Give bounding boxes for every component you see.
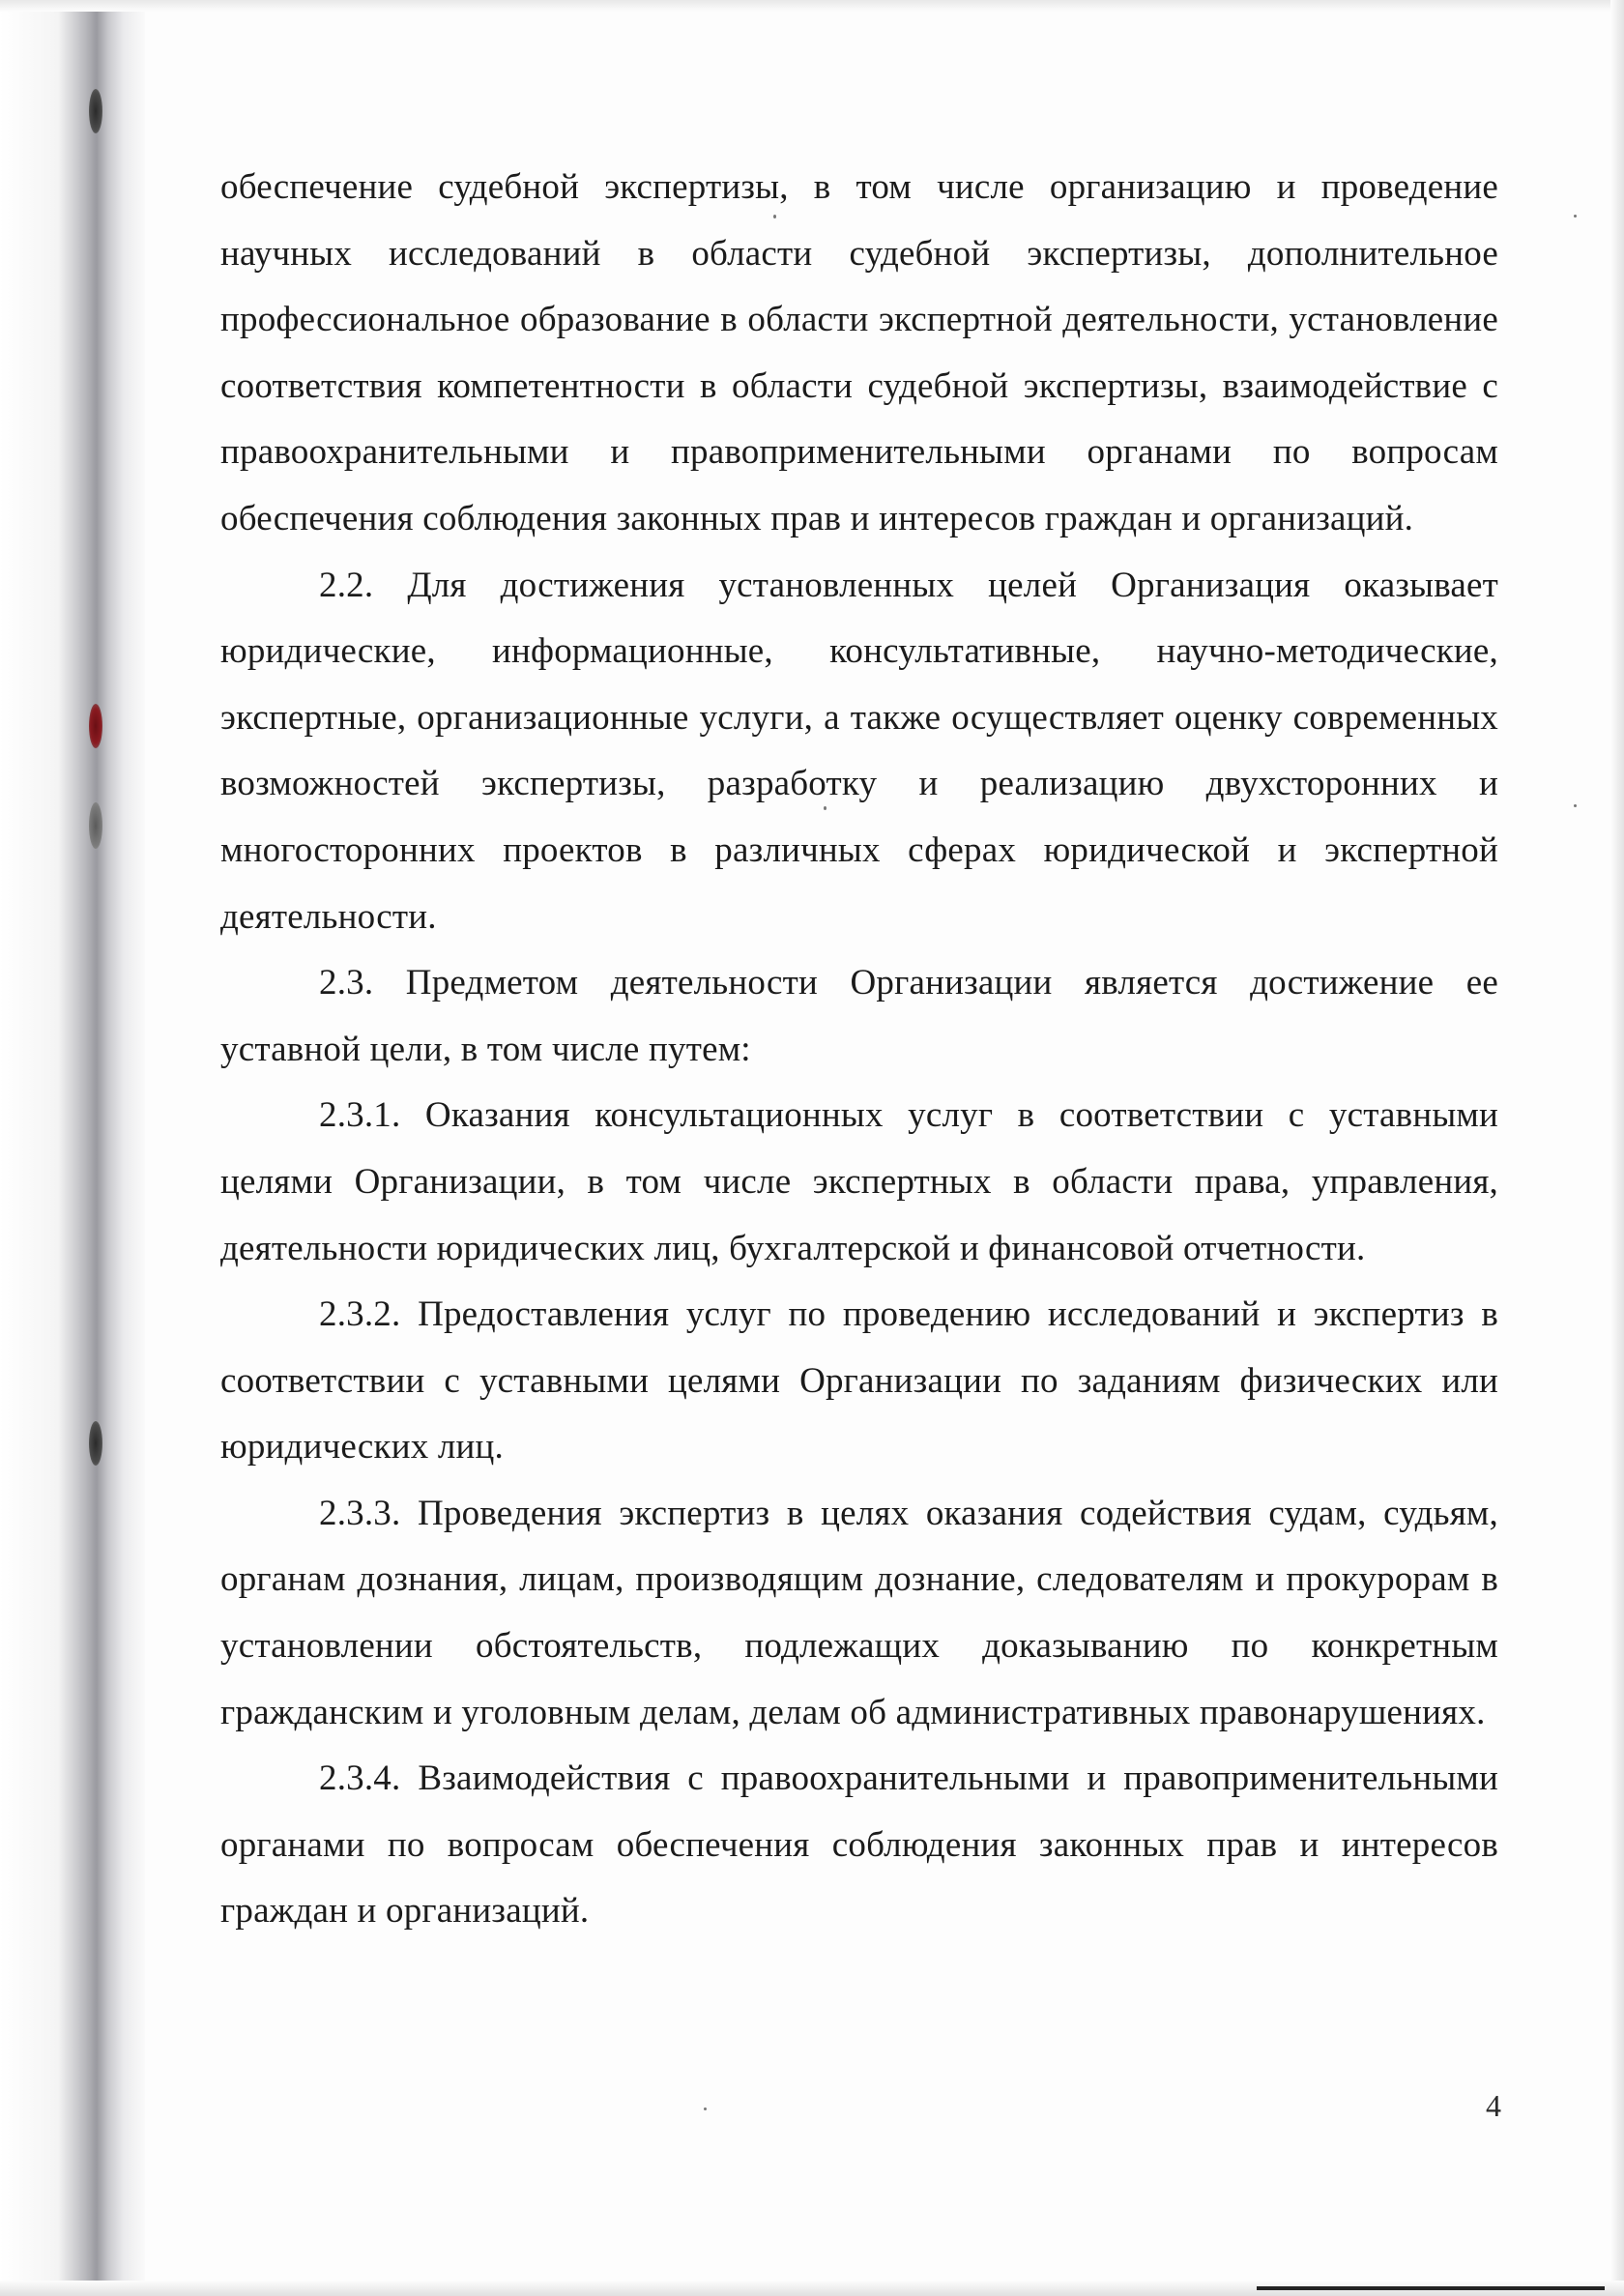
- paragraph-2-2: 2.2. Для достижения установленных целей Организация оказывает юридические, информационные, консультативные, научно-методические, экспертные, организационные услуги, а также осуществляет оценку современных возможностей экспертизы, разработку и реализацию двухсторонних и многосторонних проектов в различных сферах юридической и экспертной деятельности.: [220, 565, 1498, 937]
- paragraph-2-3-3: 2.3.3. Проведения экспертиз в целях оказания содействия судам, судьям, органам дознания, лицам, производящим дознание, следователям и прокурорам в установлении обстоятельств, подлежащих доказыванию по конкретным гражданским и уголовным делам, делам об административных правонарушениях.: [220, 1493, 1498, 1732]
- document-body: [220, 155, 1498, 1945]
- binder-hole-2: [89, 704, 102, 748]
- binder-hole-4: [89, 1421, 102, 1466]
- binder-hole-1: [89, 89, 102, 133]
- binder-hole-3: [89, 802, 102, 849]
- binding-shadow: [0, 0, 145, 2296]
- scan-speck: [1574, 804, 1577, 807]
- paragraph-intro-continuation: обеспечение судебной экспертизы, в том числе организацию и проведение научных исследований в области судебной экспертизы, дополнительное профессиональное образование в области экспертной деятельности, установление соответствия компетентности в области судебной экспертизы, взаимодействие с правоохранительными и правоприменительными органами по вопросам обеспечения соблюдения законных прав и интересов граждан и организаций.: [220, 167, 1498, 538]
- top-edge: [0, 0, 1624, 12]
- paragraph-2-3-2: 2.3.2. Предоставления услуг по проведению исследований и экспертиз в соответствии с уставными целями Организации по заданиям физических или юридических лиц.: [220, 1294, 1498, 1468]
- paragraph-2-3-1: 2.3.1. Оказания консультационных услуг в соответствии с уставными целями Организации, в том числе экспертных в области права, управления, деятельности юридических лиц, бухгалтерской и финансовой отчетности.: [220, 1095, 1498, 1268]
- bottom-edge-bar: [1257, 2286, 1605, 2290]
- right-edge: [1610, 0, 1624, 2296]
- scan-speck: [704, 2107, 707, 2110]
- scan-speck: [1574, 215, 1577, 218]
- paragraph-2-3-4: 2.3.4. Взаимодействия с правоохранительными и правоприменительными органами по вопросам обеспечения соблюдения законных прав и интересов граждан и организаций.: [220, 1758, 1498, 1932]
- paragraph-2-3: 2.3. Предметом деятельности Организации является достижение ее уставной цели, в том числе путем:: [220, 963, 1498, 1069]
- page-number: 4: [1486, 2088, 1501, 2123]
